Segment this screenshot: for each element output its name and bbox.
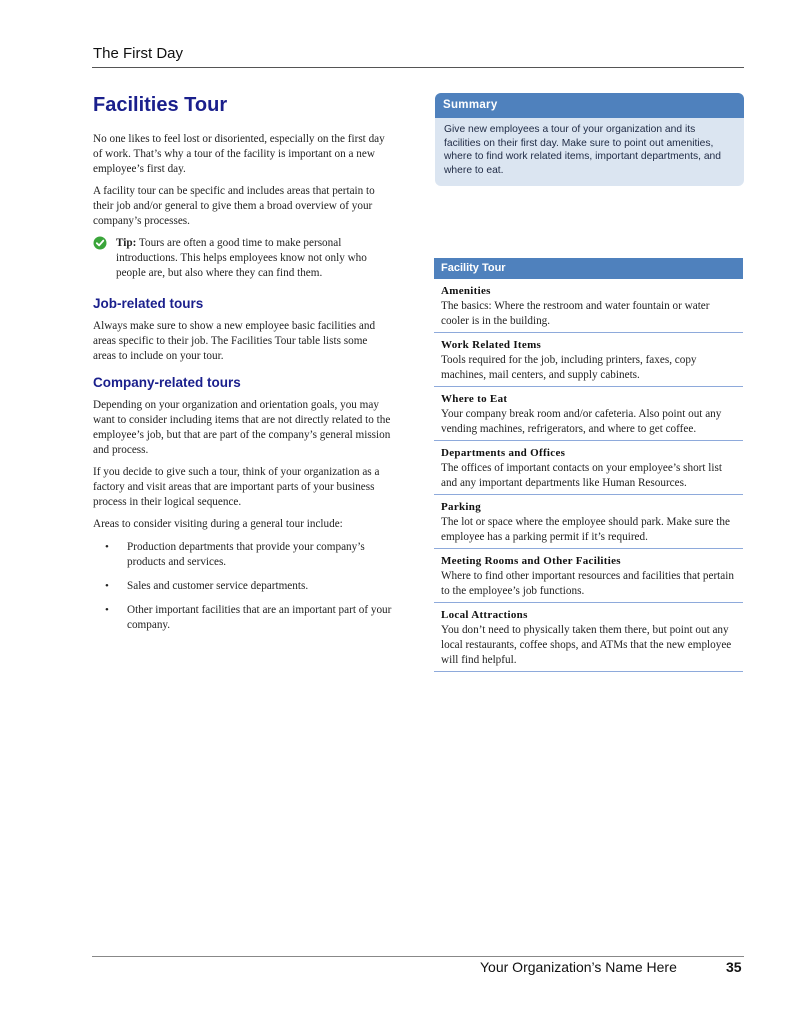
footer-organization: Your Organization’s Name Here bbox=[480, 959, 677, 975]
table-row bbox=[434, 333, 743, 387]
bullet-icon: • bbox=[105, 580, 109, 592]
row-text: Tools required for the job, including printers, faxes, copy machines, mail centers, and supply cabinets. bbox=[441, 354, 697, 381]
row-title: Local Attractions bbox=[441, 609, 528, 621]
tip-text: Tours are often a good time to make personal introductions. This helps employees know not only who people are, but also where they can find them. bbox=[116, 237, 367, 279]
areas-list bbox=[93, 540, 393, 633]
job-related-heading: Job-related tours bbox=[93, 296, 204, 311]
company-related-paragraph: Depending on your organization and orientation goals, you may want to consider including items that are not directly related to the employee’s job, but that are part of the company’s general mission and process. bbox=[93, 399, 391, 456]
page-number: 35 bbox=[726, 959, 742, 975]
summary-text: Give new employees a tour of your organization and its facilities on their first day. Make sure to point out amenities, where to find work related items, important departments, and where to eat. bbox=[444, 124, 722, 176]
company-related-paragraph: If you decide to give such a tour, think of your organization as a factory and visit areas that are important parts of your business process in their logical sequence. bbox=[93, 466, 380, 508]
row-text: The offices of important contacts on your employee’s short list and any important departments like Human Resources. bbox=[441, 462, 722, 489]
row-text: You don’t need to physically taken them there, but point out any local restaurants, coffee shops, and ATMs that the new employee will find helpful. bbox=[441, 624, 732, 666]
facility-tour-table bbox=[434, 258, 743, 672]
check-circle-icon bbox=[93, 236, 107, 250]
table-row bbox=[434, 495, 743, 549]
list-item bbox=[93, 579, 393, 594]
list-item-text: Other important facilities that are an important part of your company. bbox=[127, 604, 392, 631]
row-text: Where to find other important resources and facilities that pertain to the employee’s job functions. bbox=[441, 570, 734, 597]
row-title: Where to Eat bbox=[441, 393, 508, 405]
row-title: Amenities bbox=[441, 285, 491, 297]
list-item-text: Sales and customer service departments. bbox=[127, 580, 309, 592]
row-title: Work Related Items bbox=[441, 339, 542, 351]
row-text: The lot or space where the employee should park. Make sure the employee has a parking permit if it’s required. bbox=[441, 516, 730, 543]
header-divider bbox=[92, 67, 744, 68]
running-header: The First Day bbox=[93, 45, 184, 62]
table-row bbox=[434, 279, 743, 333]
list-item bbox=[93, 540, 393, 570]
bullet-icon: • bbox=[105, 541, 109, 553]
footer-divider bbox=[92, 956, 744, 957]
row-title: Meeting Rooms and Other Facilities bbox=[441, 555, 621, 567]
list-item bbox=[93, 603, 393, 633]
row-title: Departments and Offices bbox=[441, 447, 566, 459]
tip-label: Tip: bbox=[116, 237, 137, 249]
bullet-icon: • bbox=[105, 604, 109, 616]
summary-heading: Summary bbox=[435, 93, 744, 118]
intro-paragraph: No one likes to feel lost or disoriented, especially on the first day of work. That’s why a tour of the facility is important on a new employee’s first day. bbox=[93, 133, 385, 175]
table-row bbox=[434, 603, 743, 672]
table-row bbox=[434, 549, 743, 603]
intro-paragraph: A facility tour can be specific and includes areas that pertain to their job and/or general to give them a broad overview of your company’s processes. bbox=[93, 185, 375, 227]
company-related-heading: Company-related tours bbox=[93, 375, 241, 390]
table-heading: Facility Tour bbox=[434, 258, 743, 279]
summary-box bbox=[435, 93, 744, 186]
row-text: Your company break room and/or cafeteria. Also point out any vending machines, refrigerators, and where to get coffee. bbox=[441, 408, 722, 435]
main-column bbox=[93, 92, 393, 642]
table-row bbox=[434, 387, 743, 441]
list-item-text: Production departments that provide your company’s products and services. bbox=[127, 541, 365, 568]
tip-callout bbox=[93, 236, 393, 281]
page-title: Facilities Tour bbox=[93, 94, 228, 116]
row-text: The basics: Where the restroom and water fountain or water cooler is in the building. bbox=[441, 300, 710, 327]
job-related-text: Always make sure to show a new employee basic facilities and areas specific to their job. The Facilities Tour table lists some areas to include on your tour. bbox=[93, 320, 376, 362]
table-row bbox=[434, 441, 743, 495]
company-related-paragraph: Areas to consider visiting during a general tour include: bbox=[93, 518, 343, 530]
row-title: Parking bbox=[441, 501, 481, 513]
